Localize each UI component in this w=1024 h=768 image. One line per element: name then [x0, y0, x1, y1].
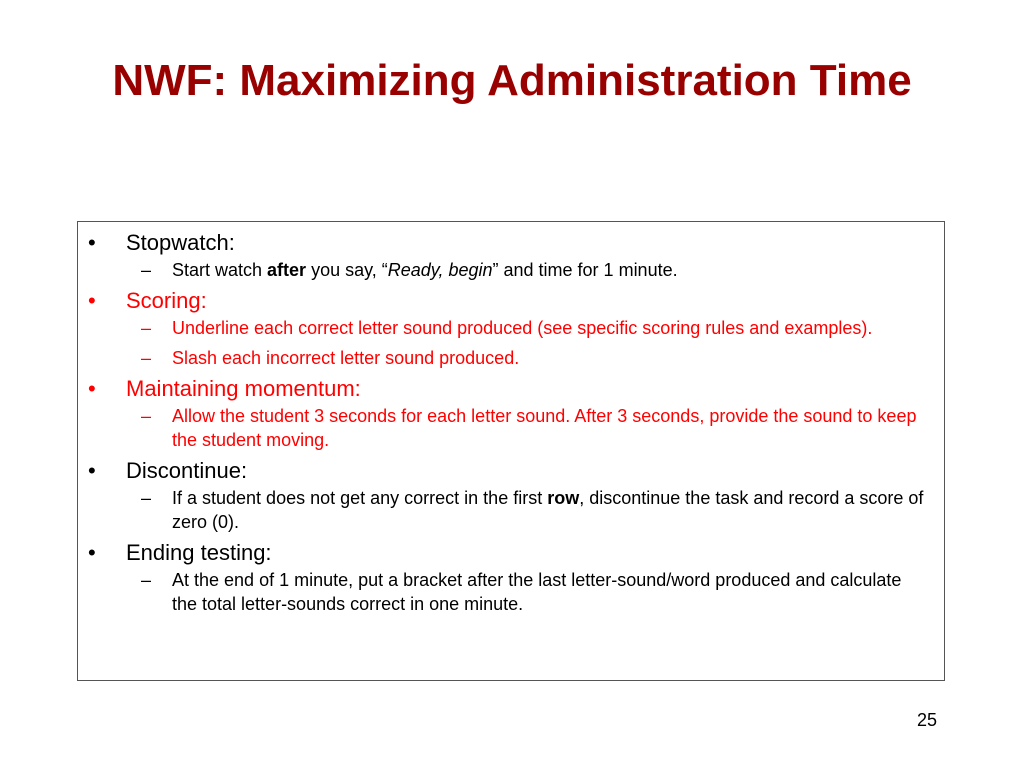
slide-title: NWF: Maximizing Administration Time — [112, 56, 912, 105]
sub-item — [126, 346, 928, 370]
section-heading: Ending testing: — [126, 540, 272, 565]
dash-icon: – — [141, 260, 152, 280]
section-ending-testing — [78, 540, 928, 616]
dash-icon: – — [141, 406, 152, 426]
section-scoring — [78, 288, 928, 370]
sub-item-text-part: If a student does not get any correct in the first — [172, 488, 548, 508]
sub-item-text: Underline each correct letter sound produced (see specific scoring rules and examples). — [172, 318, 873, 338]
bullet-icon: • — [88, 540, 96, 565]
sub-item-text: Allow the student 3 seconds for each letter sound. After 3 seconds, provide the sound to keep the student moving. — [172, 406, 917, 450]
sub-item-text-part: you say, “ — [306, 260, 388, 280]
page-number: 25 — [916, 710, 937, 730]
section-heading: Scoring: — [126, 288, 207, 313]
sub-item — [126, 316, 928, 340]
sub-item — [126, 568, 928, 616]
sub-item-text: At the end of 1 minute, put a bracket after the last letter-sound/word produced and calculate the total letter-sounds correct in one minute. — [172, 570, 902, 614]
bullet-icon: • — [88, 230, 96, 255]
dash-icon: – — [141, 318, 152, 338]
section-heading: Maintaining momentum: — [126, 376, 361, 401]
bullet-icon: • — [88, 458, 96, 483]
section-heading: Discontinue: — [126, 458, 248, 483]
dash-icon: – — [141, 348, 152, 368]
sub-item — [126, 258, 928, 282]
section-discontinue — [78, 458, 928, 534]
bullet-list — [78, 230, 928, 616]
sub-item-text: Slash each incorrect letter sound produced. — [172, 348, 520, 368]
content-box — [77, 221, 945, 681]
sub-item-text-part: ” and time for 1 minute. — [492, 260, 678, 280]
section-stopwatch — [78, 230, 928, 282]
section-heading: Stopwatch: — [126, 230, 235, 255]
emphasis-after: after — [267, 260, 307, 280]
emphasis-row: row — [547, 488, 580, 508]
sub-item — [126, 486, 928, 534]
section-maintaining-momentum — [78, 376, 928, 452]
sub-item — [126, 404, 928, 452]
dash-icon: – — [141, 488, 152, 508]
sub-item-text-part: , discontinue the task and record a score of zero (0). — [172, 488, 924, 532]
bullet-icon: • — [88, 376, 96, 401]
bullet-icon: • — [88, 288, 96, 313]
sub-item-text-part: Start watch — [172, 260, 268, 280]
emphasis-ready-begin: Ready, begin — [387, 260, 493, 280]
dash-icon: – — [141, 570, 152, 590]
